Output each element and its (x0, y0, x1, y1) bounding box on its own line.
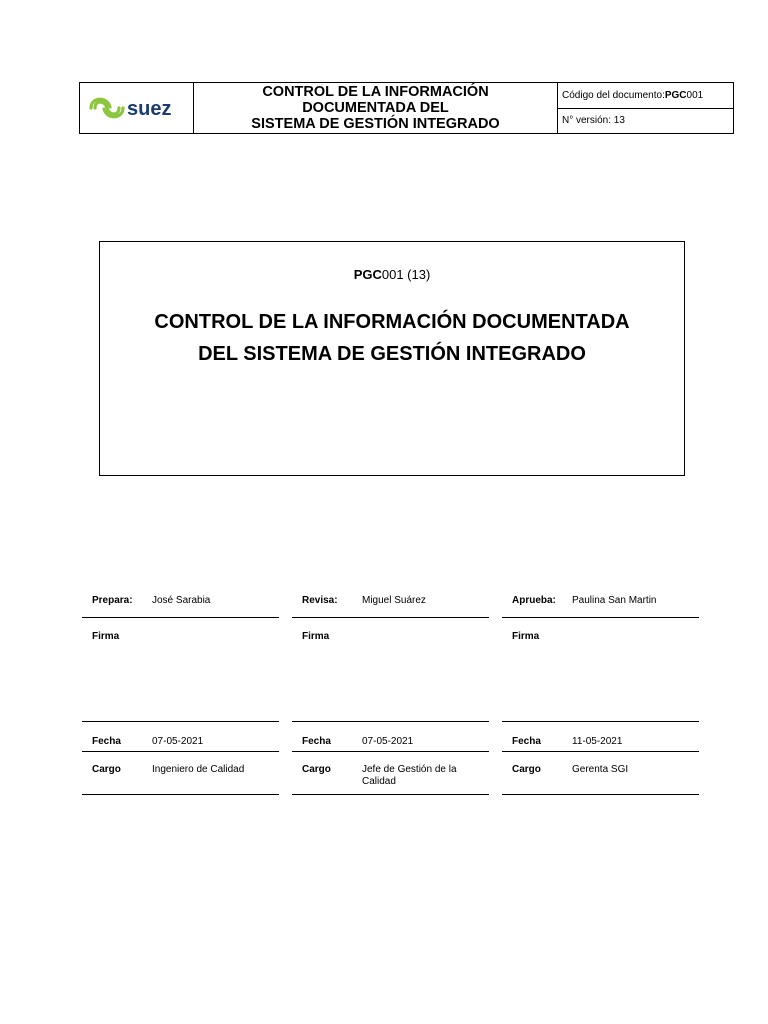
cover-box (99, 241, 685, 476)
document-version (558, 108, 733, 134)
document-header (79, 82, 734, 134)
fecha-value: 11-05-2021 (572, 736, 623, 747)
header-title-line2: DOCUMENTADA DEL (302, 100, 449, 116)
firma-row (82, 618, 279, 722)
firma-space (572, 631, 699, 721)
cargo-row (502, 752, 699, 795)
fecha-value: 07-05-2021 (362, 736, 414, 747)
role-row (292, 587, 489, 618)
signature-block-aprueba (502, 587, 699, 795)
logo-text: suez (126, 98, 171, 120)
header-title-line3: SISTEMA DE GESTIÓN INTEGRADO (251, 116, 500, 132)
header-title (194, 83, 558, 133)
role-name: José Sarabia (152, 595, 211, 606)
cover-title-line2: DEL SISTEMA DE GESTIÓN INTEGRADO (198, 343, 586, 365)
document-code (558, 83, 733, 108)
cargo-row (82, 752, 279, 795)
header-title-line1: CONTROL DE LA INFORMACIÓN (262, 84, 489, 100)
cargo-label: Cargo (92, 764, 121, 775)
firma-label: Firma (512, 631, 540, 642)
fecha-label: Fecha (302, 736, 331, 747)
role-name: Miguel Suárez (362, 595, 426, 606)
cover-title-line1: CONTROL DE LA INFORMACIÓN DOCUMENTADA (154, 311, 630, 333)
cargo-row (292, 752, 489, 795)
role-label: Revisa: (302, 595, 338, 606)
header-meta (558, 83, 733, 133)
cargo-label: Cargo (512, 764, 541, 775)
document-code-number: 001 (686, 89, 704, 101)
role-label: Prepara: (92, 595, 133, 606)
firma-label: Firma (92, 631, 120, 642)
signature-block-prepara (82, 587, 279, 795)
fecha-row (292, 722, 489, 752)
firma-row (292, 618, 489, 722)
logo-cell (80, 83, 194, 133)
cover-code (100, 267, 684, 282)
document-code-label: Código del documento: (562, 89, 665, 101)
cargo-value: Jefe de Gestión de la Calidad (362, 764, 457, 787)
role-row (82, 587, 279, 618)
cover-code-rest: 001 (13) (381, 267, 431, 282)
fecha-value: 07-05-2021 (152, 736, 204, 747)
signature-block-revisa (292, 587, 489, 795)
firma-space (362, 631, 489, 721)
fecha-row (502, 722, 699, 752)
fecha-label: Fecha (512, 736, 541, 747)
suez-logo (87, 93, 187, 123)
document-version-text: N° versión: 13 (562, 115, 625, 127)
firma-row (502, 618, 699, 722)
cover-title (100, 306, 684, 370)
cargo-value: Ingeniero de Calidad (152, 764, 245, 775)
firma-label: Firma (302, 631, 330, 642)
role-name: Paulina San Martin (572, 595, 657, 606)
document-code-prefix: PGC (664, 89, 687, 101)
firma-space (152, 631, 279, 721)
cargo-value: Gerenta SGI (572, 764, 629, 775)
cover-code-prefix: PGC (353, 267, 382, 282)
fecha-row (82, 722, 279, 752)
role-label: Aprueba: (512, 595, 556, 606)
role-row (502, 587, 699, 618)
cargo-label: Cargo (302, 764, 331, 775)
fecha-label: Fecha (92, 736, 121, 747)
